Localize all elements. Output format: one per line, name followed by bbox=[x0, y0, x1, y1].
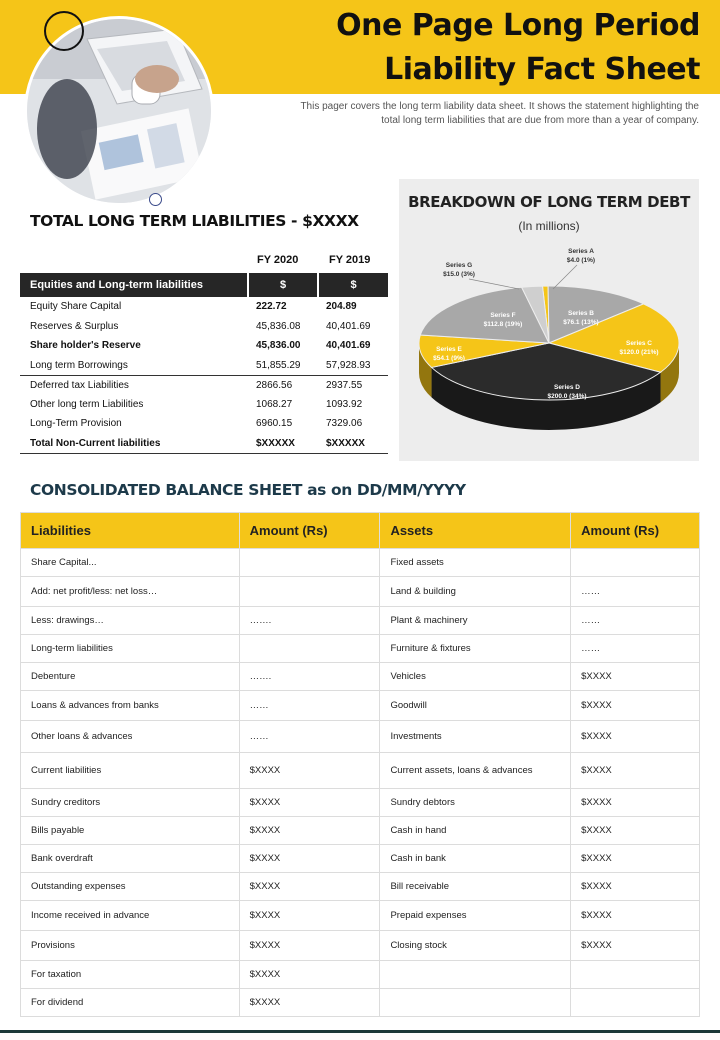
asset-amount: …… bbox=[571, 577, 700, 607]
liability-amount bbox=[239, 635, 380, 663]
slice-value-label: $76.1 (13%) bbox=[563, 319, 599, 326]
asset-amount: $XXXX bbox=[571, 845, 700, 873]
liability-item: For taxation bbox=[21, 961, 240, 989]
asset-item: Goodwill bbox=[380, 691, 571, 721]
row-value-2019: 40,401.69 bbox=[326, 320, 371, 332]
decorative-dot bbox=[149, 193, 162, 206]
debt-breakdown-chart bbox=[399, 179, 699, 461]
liability-amount bbox=[239, 549, 380, 577]
decorative-ring bbox=[44, 11, 84, 51]
asset-item: Bill receivable bbox=[380, 873, 571, 901]
row-label: Reserves & Surplus bbox=[30, 320, 119, 332]
liability-item: Bank overdraft bbox=[21, 845, 240, 873]
col-assets: Assets bbox=[380, 513, 571, 549]
asset-item: Current assets, loans & advances bbox=[380, 753, 571, 789]
row-value-2019: 2937.55 bbox=[318, 375, 388, 395]
asset-amount: …… bbox=[571, 607, 700, 635]
asset-item: Cash in bank bbox=[380, 845, 571, 873]
fy-2019-label: FY 2019 bbox=[329, 254, 371, 266]
row-value-2020: 2866.56 bbox=[248, 375, 318, 395]
balance-sheet-header bbox=[21, 513, 700, 549]
leader-line bbox=[469, 279, 519, 289]
pie-chart-svg bbox=[399, 179, 699, 461]
slice-series-label: Series A bbox=[568, 248, 594, 255]
table-row bbox=[21, 789, 700, 817]
table-row bbox=[21, 721, 700, 753]
liability-item: Sundry creditors bbox=[21, 789, 240, 817]
title-line-2: Liability Fact Sheet bbox=[384, 52, 700, 87]
table-row bbox=[21, 989, 700, 1017]
liability-amount: $XXXX bbox=[239, 817, 380, 845]
table-row bbox=[21, 691, 700, 721]
slice-series-label: Series D bbox=[553, 384, 581, 391]
liability-amount: $XXXX bbox=[239, 961, 380, 989]
slice-series-label: Series F bbox=[490, 312, 516, 319]
title-line-1: One Page Long Period bbox=[336, 8, 700, 43]
col-assets-amount: Amount (Rs) bbox=[571, 513, 700, 549]
col-liabilities-amount: Amount (Rs) bbox=[239, 513, 380, 549]
asset-amount bbox=[571, 549, 700, 577]
asset-amount: $XXXX bbox=[571, 931, 700, 961]
slice-series-label: Series C bbox=[625, 340, 653, 347]
row-value-2020: 45,836.00 bbox=[256, 340, 301, 352]
liability-amount: $XXXX bbox=[239, 931, 380, 961]
table-row bbox=[21, 873, 700, 901]
bottom-rule bbox=[0, 1030, 720, 1033]
liability-item: Debenture bbox=[21, 663, 240, 691]
asset-item: Plant & machinery bbox=[380, 607, 571, 635]
row-value-2019: $XXXXX bbox=[318, 434, 388, 454]
col-unit-2019: $ bbox=[318, 273, 388, 297]
fy-2020-label: FY 2020 bbox=[257, 254, 299, 266]
row-label: Long-Term Provision bbox=[30, 418, 122, 430]
slice-value-label: $54.1 (9%) bbox=[433, 355, 465, 362]
row-value-2020: 51,855.29 bbox=[256, 359, 301, 371]
row-value-2020: $XXXXX bbox=[248, 434, 318, 454]
row-value-2019: 57,928.93 bbox=[326, 359, 371, 371]
asset-amount: …… bbox=[571, 635, 700, 663]
table-row-total bbox=[20, 434, 388, 454]
row-label: Other long term Liabilities bbox=[30, 398, 144, 410]
table-row bbox=[21, 931, 700, 961]
asset-item: Closing stock bbox=[380, 931, 571, 961]
slice-series-label: Series E bbox=[436, 346, 462, 353]
asset-item: Vehicles bbox=[380, 663, 571, 691]
asset-amount: $XXXX bbox=[571, 901, 700, 931]
table-row bbox=[21, 549, 700, 577]
liability-amount: $XXXX bbox=[239, 789, 380, 817]
liability-item: Loans & advances from banks bbox=[21, 691, 240, 721]
intro-line-2: total long term liabilities that are due from more than a year of company. bbox=[381, 115, 699, 126]
row-label: Deferred tax Liabilities bbox=[20, 375, 248, 395]
liabilities-table-header bbox=[20, 273, 388, 297]
asset-item: Furniture & fixtures bbox=[380, 635, 571, 663]
liability-item: Other loans & advances bbox=[21, 721, 240, 753]
liability-item: Add: net profit/less: net loss… bbox=[21, 577, 240, 607]
asset-amount: $XXXX bbox=[571, 753, 700, 789]
asset-amount: $XXXX bbox=[571, 691, 700, 721]
row-value-2020: 222.72 bbox=[256, 301, 287, 313]
table-row bbox=[20, 317, 388, 337]
asset-amount: $XXXX bbox=[571, 873, 700, 901]
row-value-2019: 40,401.69 bbox=[326, 340, 371, 352]
balance-sheet-heading: CONSOLIDATED BALANCE SHEET as on DD/MM/YYYY bbox=[30, 481, 466, 499]
table-row bbox=[20, 375, 388, 395]
col-label: Equities and Long-term liabilities bbox=[20, 273, 248, 297]
row-value-2019: 204.89 bbox=[326, 301, 357, 313]
liability-item: Long-term liabilities bbox=[21, 635, 240, 663]
slice-series-label: Series G bbox=[445, 262, 473, 269]
row-value-2020: 45,836.08 bbox=[256, 320, 301, 332]
slice-value-label: $200.0 (34%) bbox=[547, 393, 587, 400]
asset-amount bbox=[571, 961, 700, 989]
table-row bbox=[20, 356, 388, 376]
asset-amount: $XXXX bbox=[571, 663, 700, 691]
slice-series-label: Series B bbox=[567, 310, 595, 317]
asset-amount: $XXXX bbox=[571, 789, 700, 817]
liability-item: For dividend bbox=[21, 989, 240, 1017]
table-row bbox=[21, 577, 700, 607]
liability-amount: ……. bbox=[239, 607, 380, 635]
table-row bbox=[20, 336, 388, 356]
liability-amount: $XXXX bbox=[239, 901, 380, 931]
table-row bbox=[20, 414, 388, 434]
table-row bbox=[21, 607, 700, 635]
row-label: Long term Borrowings bbox=[30, 359, 128, 371]
liability-item: Provisions bbox=[21, 931, 240, 961]
col-liabilities: Liabilities bbox=[21, 513, 240, 549]
table-row bbox=[21, 663, 700, 691]
asset-item bbox=[380, 961, 571, 989]
slice-value-label: $112.8 (19%) bbox=[483, 321, 523, 328]
table-row bbox=[20, 395, 388, 415]
col-unit-2020: $ bbox=[248, 273, 318, 297]
page-title bbox=[336, 4, 700, 92]
liability-amount: …… bbox=[239, 721, 380, 753]
liability-amount: $XXXX bbox=[239, 845, 380, 873]
asset-amount: $XXXX bbox=[571, 721, 700, 753]
table-row bbox=[20, 297, 388, 317]
table-row bbox=[21, 635, 700, 663]
leader-line bbox=[553, 265, 577, 289]
liabilities-heading: TOTAL LONG TERM LIABILITIES - $XXXX bbox=[30, 212, 359, 230]
asset-item: Prepaid expenses bbox=[380, 901, 571, 931]
liability-item: Less: drawings… bbox=[21, 607, 240, 635]
table-row bbox=[21, 961, 700, 989]
chart-title: BREAKDOWN OF LONG TERM DEBT bbox=[408, 193, 690, 211]
slice-value-label: $120.0 (21%) bbox=[619, 349, 659, 356]
asset-item: Fixed assets bbox=[380, 549, 571, 577]
table-row bbox=[21, 845, 700, 873]
liabilities-table bbox=[20, 273, 388, 454]
row-value-2020: 1068.27 bbox=[256, 398, 293, 410]
asset-item: Land & building bbox=[380, 577, 571, 607]
liability-amount: $XXXX bbox=[239, 989, 380, 1017]
liability-item: Share Capital... bbox=[21, 549, 240, 577]
asset-item bbox=[380, 989, 571, 1017]
liability-amount: …… bbox=[239, 691, 380, 721]
table-row bbox=[21, 901, 700, 931]
asset-item: Sundry debtors bbox=[380, 789, 571, 817]
row-value-2019: 1093.92 bbox=[326, 398, 363, 410]
liability-item: Bills payable bbox=[21, 817, 240, 845]
liability-item: Outstanding expenses bbox=[21, 873, 240, 901]
intro-text bbox=[229, 100, 699, 128]
asset-item: Cash in hand bbox=[380, 817, 571, 845]
slice-value-label: $4.0 (1%) bbox=[566, 257, 596, 264]
liability-amount: ……. bbox=[239, 663, 380, 691]
liability-amount bbox=[239, 577, 380, 607]
balance-sheet-table bbox=[20, 512, 700, 1017]
liability-item: Current liabilities bbox=[21, 753, 240, 789]
table-row bbox=[21, 817, 700, 845]
liability-amount: $XXXX bbox=[239, 873, 380, 901]
chart-subtitle: (In millions) bbox=[518, 219, 580, 233]
asset-amount bbox=[571, 989, 700, 1017]
asset-item: Investments bbox=[380, 721, 571, 753]
row-value-2019: 7329.06 bbox=[326, 418, 363, 430]
slice-value-label: $15.0 (3%) bbox=[443, 271, 475, 278]
table-row bbox=[21, 753, 700, 789]
row-value-2020: 6960.15 bbox=[256, 418, 293, 430]
row-label: Total Non-Current liabilities bbox=[20, 434, 248, 454]
row-label: Equity Share Capital bbox=[30, 301, 122, 313]
asset-amount: $XXXX bbox=[571, 817, 700, 845]
intro-line-1: This pager covers the long term liability data sheet. It shows the statement highlighting the bbox=[300, 101, 699, 112]
liability-item: Income received in advance bbox=[21, 901, 240, 931]
row-label: Share holder's Reserve bbox=[30, 340, 141, 352]
liability-amount: $XXXX bbox=[239, 753, 380, 789]
